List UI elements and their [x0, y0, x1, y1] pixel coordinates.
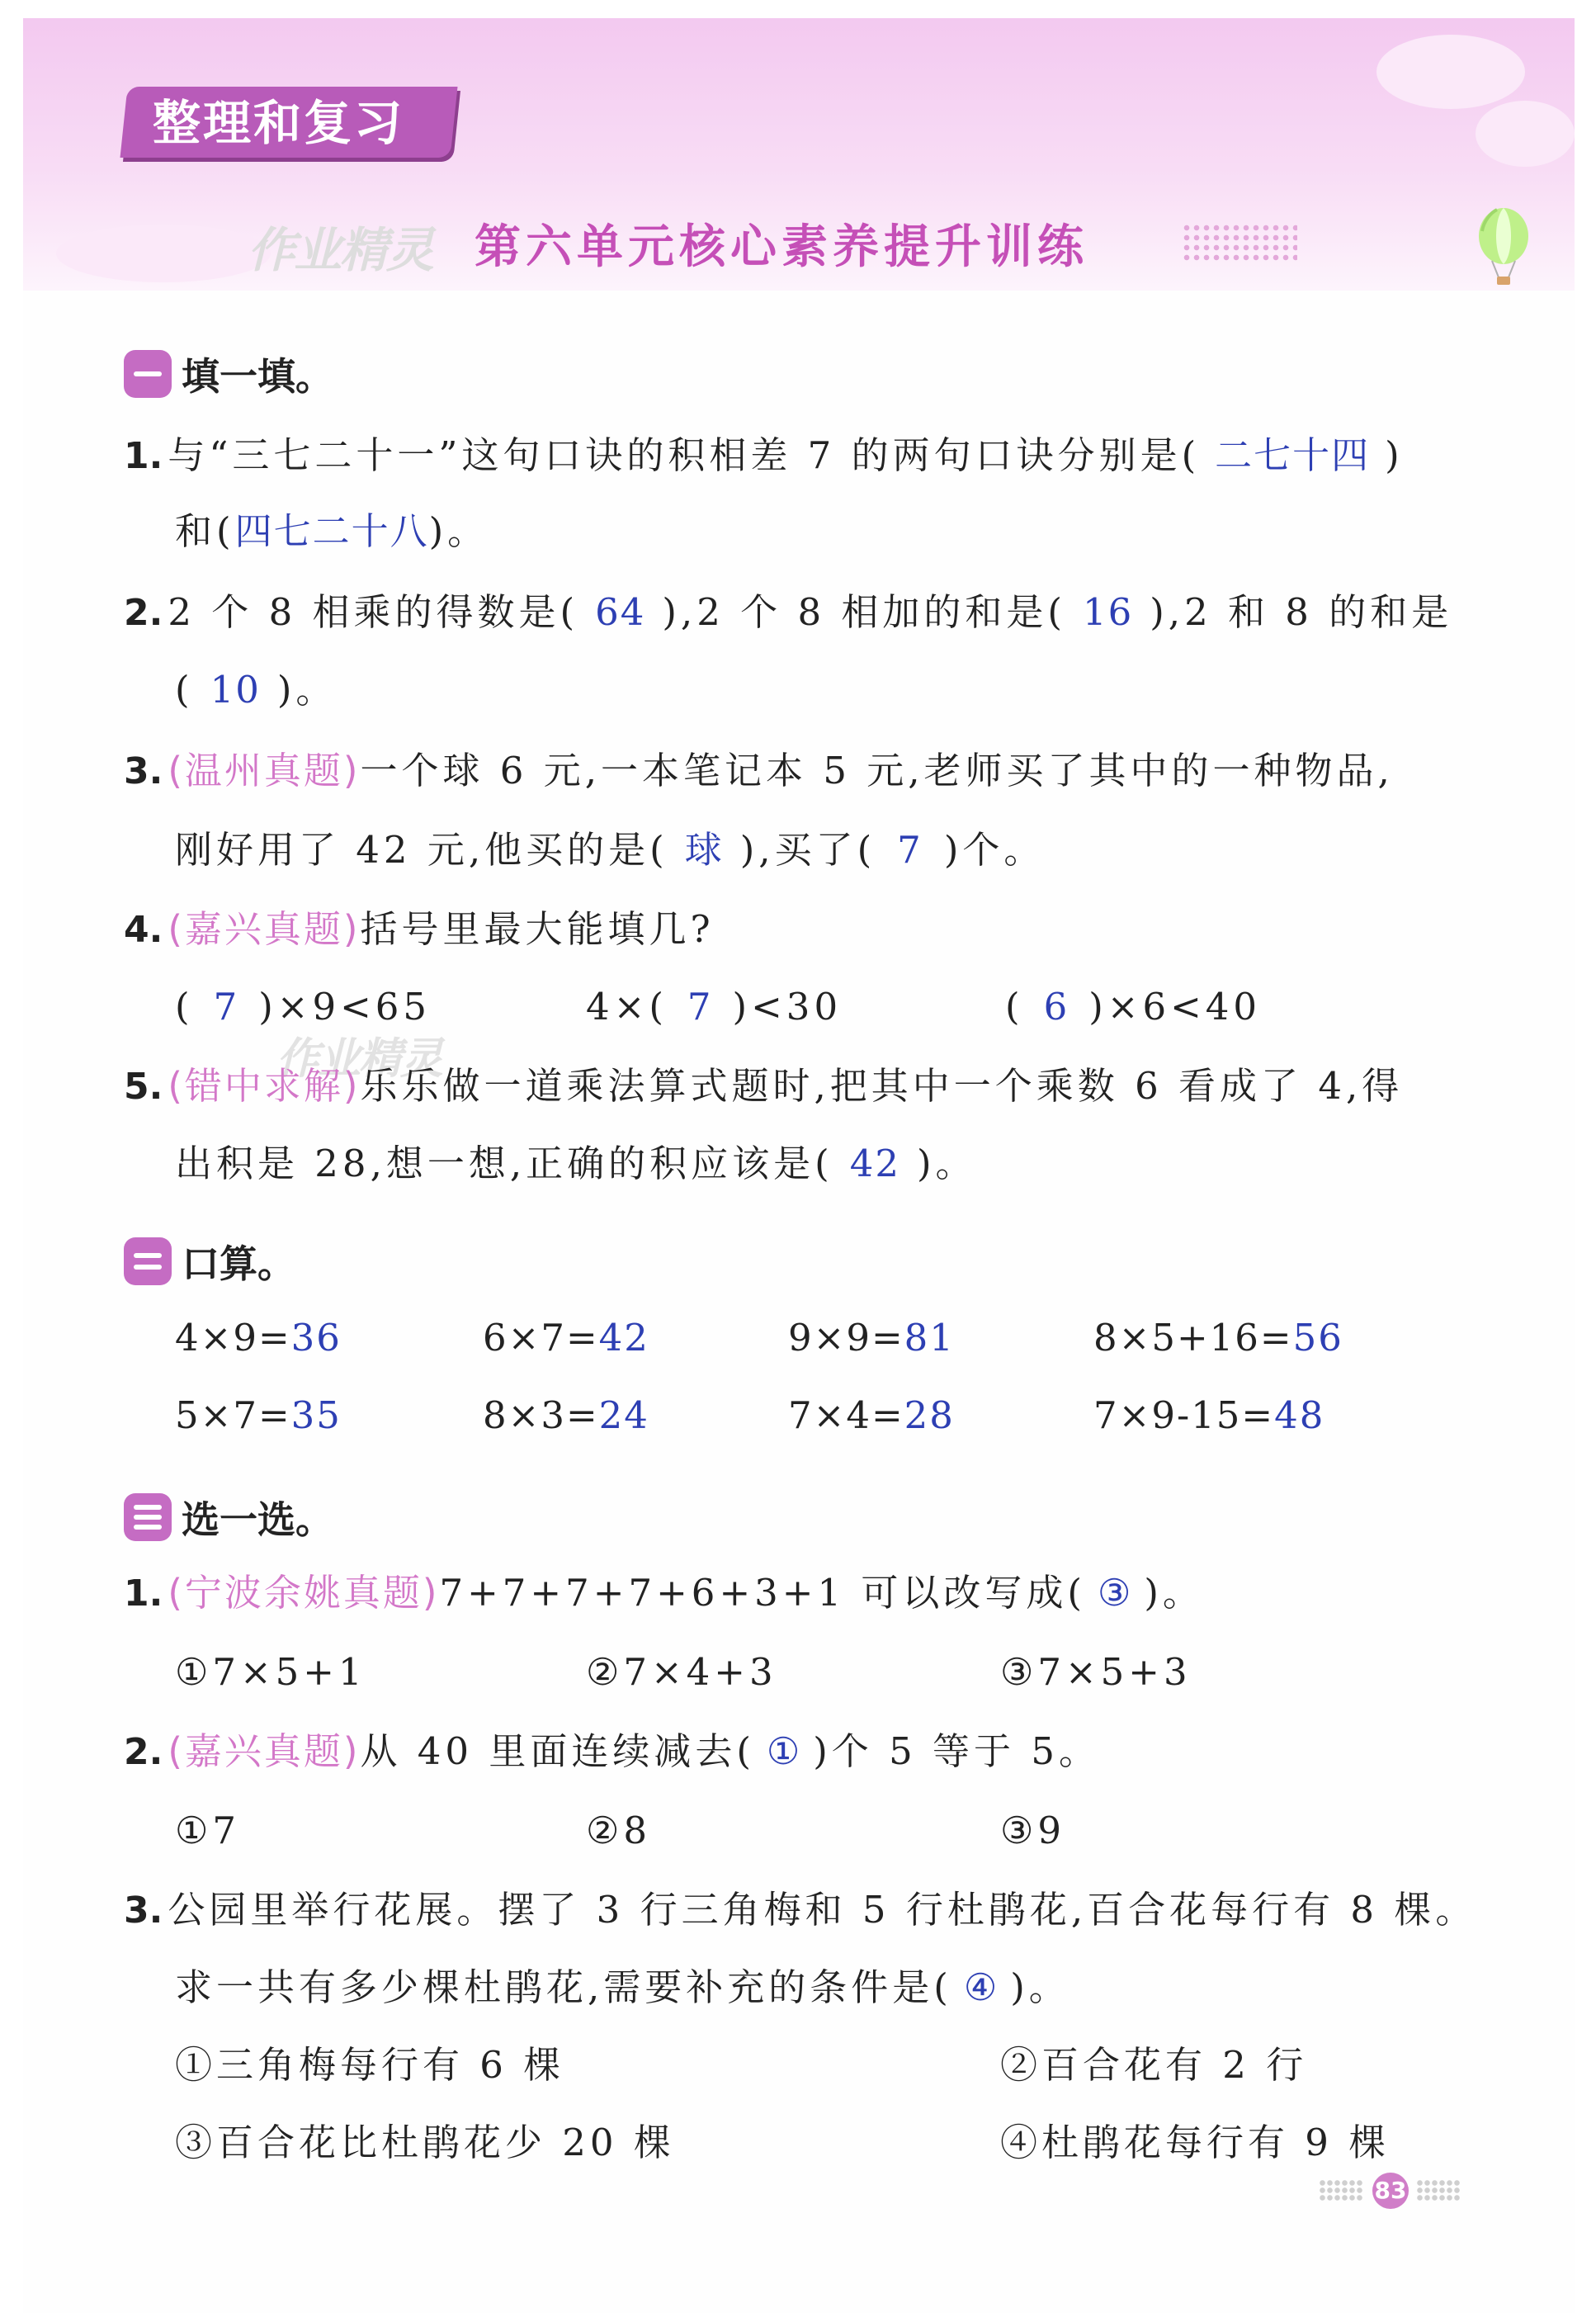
source-tag: (错中求解) [168, 1064, 361, 1108]
part1-heading: 填一填。 [124, 347, 333, 401]
option: ②7×4+3 [586, 1650, 777, 1694]
answer: 四七二十八 [234, 509, 429, 553]
option: ③9 [1000, 1809, 1065, 1852]
q4-item-1: ( 7 )×9<65 [175, 985, 432, 1029]
part3-heading: 选一选。 [124, 1490, 333, 1544]
section-one-icon [124, 350, 172, 398]
source-tag: (嘉兴真题) [168, 907, 361, 951]
watermark: 作业精灵 [248, 222, 433, 278]
q5-line2: 出积是 28,想一想,正确的积应该是( 42 )。 [175, 1142, 977, 1185]
calc-item: 4×9=36 [175, 1316, 342, 1360]
answer: 7 [213, 985, 239, 1029]
answer: ④ [963, 1965, 999, 2009]
answer: 7 [897, 828, 923, 872]
option: ③7×5+3 [1000, 1650, 1192, 1694]
q2-line2: ( 10 )。 [175, 668, 338, 712]
source-tag: (温州真题) [168, 749, 361, 792]
page-title: 第六单元核心素养提升训练 [475, 220, 1088, 274]
calc-item: 6×7=42 [483, 1316, 649, 1360]
decorative-dots [1182, 223, 1297, 262]
answer: 6 [1043, 985, 1070, 1029]
p3-q2-line: 2. (嘉兴真题)从 40 里面连续减去( ① )个 5 等于 5。 [124, 1729, 1100, 1773]
calc-item: 5×7=35 [175, 1393, 342, 1437]
answer: 64 [595, 590, 646, 634]
balloon-icon [1471, 206, 1537, 292]
q4-item-3: ( 6 )×6<40 [1005, 985, 1262, 1029]
option: ①三角梅每行有 6 棵 [175, 2043, 565, 2087]
q5-line1: 5. (错中求解)乐乐做一道乘法算式题时,把其中一个乘数 6 看成了 4,得 [124, 1064, 1404, 1108]
option: ②8 [586, 1809, 651, 1852]
q2-line1: 2. 2 个 8 相乘的得数是( 64 ),2 个 8 相加的和是( 16 ),2 和 8 的和是 [124, 590, 1453, 634]
calc-item: 7×4=28 [788, 1393, 955, 1437]
section-three-icon [124, 1493, 172, 1541]
answer: 二七十四 [1215, 433, 1371, 477]
calc-item: 8×3=24 [483, 1393, 649, 1437]
p3-q3-line1: 3. 公园里举行花展。摆了 3 行三角梅和 5 行杜鹃花,百合花每行有 8 棵。 [124, 1888, 1477, 1932]
answer: 16 [1082, 590, 1134, 634]
part2-heading: 口算。 [124, 1234, 295, 1289]
watermark: 作业精灵 [276, 1034, 442, 1084]
option: ③百合花比杜鹃花少 20 棵 [175, 2121, 675, 2164]
q3-line2: 刚好用了 42 元,他买的是( 球 ),买了( 7 )个。 [175, 828, 1046, 872]
answer: 42 [849, 1142, 900, 1185]
q1-line2: 和(四七二十八)。 [175, 509, 489, 553]
calc-item: 7×9-15=48 [1093, 1393, 1325, 1437]
answer: 球 [684, 828, 724, 872]
q4-item-2: 4×( 7 )<30 [586, 985, 843, 1029]
q3-line1: 3. (温州真题)一个球 6 元,一本笔记本 5 元,老师买了其中的一种物品, [124, 749, 1394, 792]
answer: 10 [210, 668, 261, 712]
p3-q3-line2: 求一共有多少棵杜鹃花,需要补充的条件是( ④ )。 [175, 1965, 1070, 2009]
source-tag: (嘉兴真题) [168, 1729, 361, 1773]
page-number-badge [1319, 2173, 1463, 2209]
calc-item: 8×5+16=56 [1093, 1316, 1343, 1360]
option: ②百合花有 2 行 [1000, 2043, 1308, 2087]
page-number: 83 [1372, 2173, 1409, 2209]
section-tag: 整理和复习 [153, 95, 405, 151]
answer: 7 [687, 985, 713, 1029]
q1-line1: 1. 与“三七二十一”这句口诀的积相差 7 的两句口诀分别是( 二七十四 ) [124, 433, 1404, 477]
calc-item: 9×9=81 [788, 1316, 955, 1360]
option: ①7×5+1 [175, 1650, 366, 1694]
option: ①7 [175, 1809, 240, 1852]
source-tag: (宁波余姚真题) [168, 1571, 440, 1615]
q4-line1: 4. (嘉兴真题)括号里最大能填几? [124, 907, 715, 951]
section-two-icon [124, 1237, 172, 1285]
p3-q1-line: 1. (宁波余姚真题)7+7+7+7+6+3+1 可以改写成( ③ )。 [124, 1571, 1204, 1615]
option: ④杜鹃花每行有 9 棵 [1000, 2121, 1391, 2164]
answer: ③ [1097, 1571, 1133, 1615]
answer: ① [766, 1729, 802, 1773]
